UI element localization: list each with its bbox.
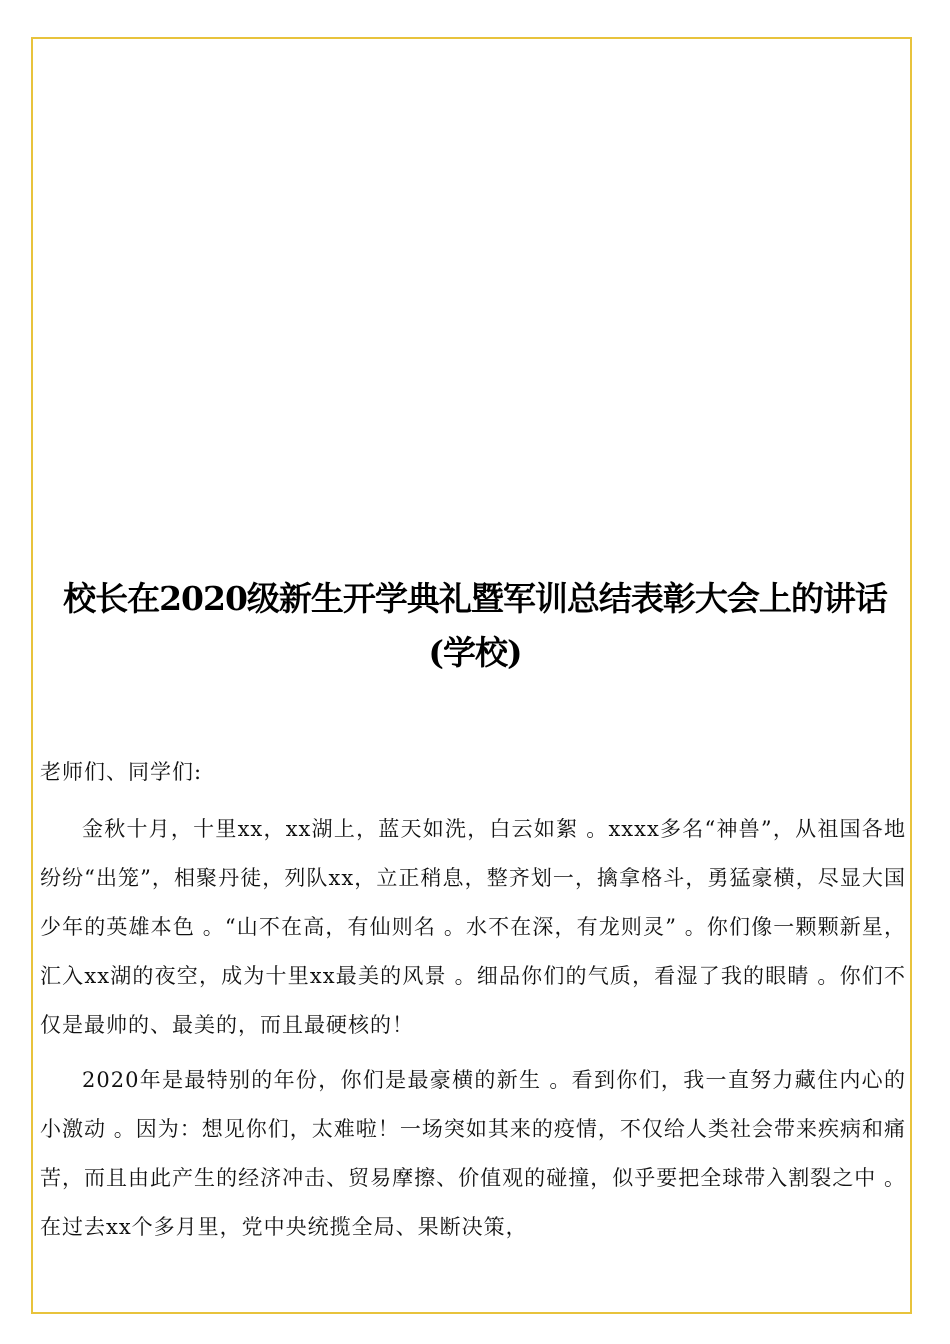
paragraph: 2020年是最特别的年份，你们是最豪横的新生 。看到你们，我一直努力藏住内心的小激动 。因为：想见你们，太难啦！一场突如其来的疫情，不仅给人类社会带来疾病和痛苦，而且由此产生的经济冲击、贸易摩擦、价值观的碰撞，似乎要把全球带入割裂之中 。在过去xx个多月里，党中央统揽全局、果断决策， [40,1068,906,1239]
document-title: 校长在2020级新生开学典礼暨军训总结表彰大会上的讲话(学校) [63,579,887,672]
salutation: 老师们、同学们: [40,760,203,784]
paragraph: 金秋十月，十里xx，xx湖上，蓝天如洗，白云如絮 。xxxx多名“神兽”，从祖国各地纷纷“出笼”，相聚丹徒，列队xx，立正稍息，整齐划一，擒拿格斗，勇猛豪横，尽显大国少年的英雄本色 。“山不在高，有仙则名 。水不在深，有龙则灵” 。你们像一颗颗新星，汇入xx湖的夜空，成为十里xx最美的风景 。细品你们的气质，看湿了我的眼睛 。你们不仅是最帅的、最美的，而且最硬核的！ [40,817,906,1037]
document-body [40,748,906,1252]
